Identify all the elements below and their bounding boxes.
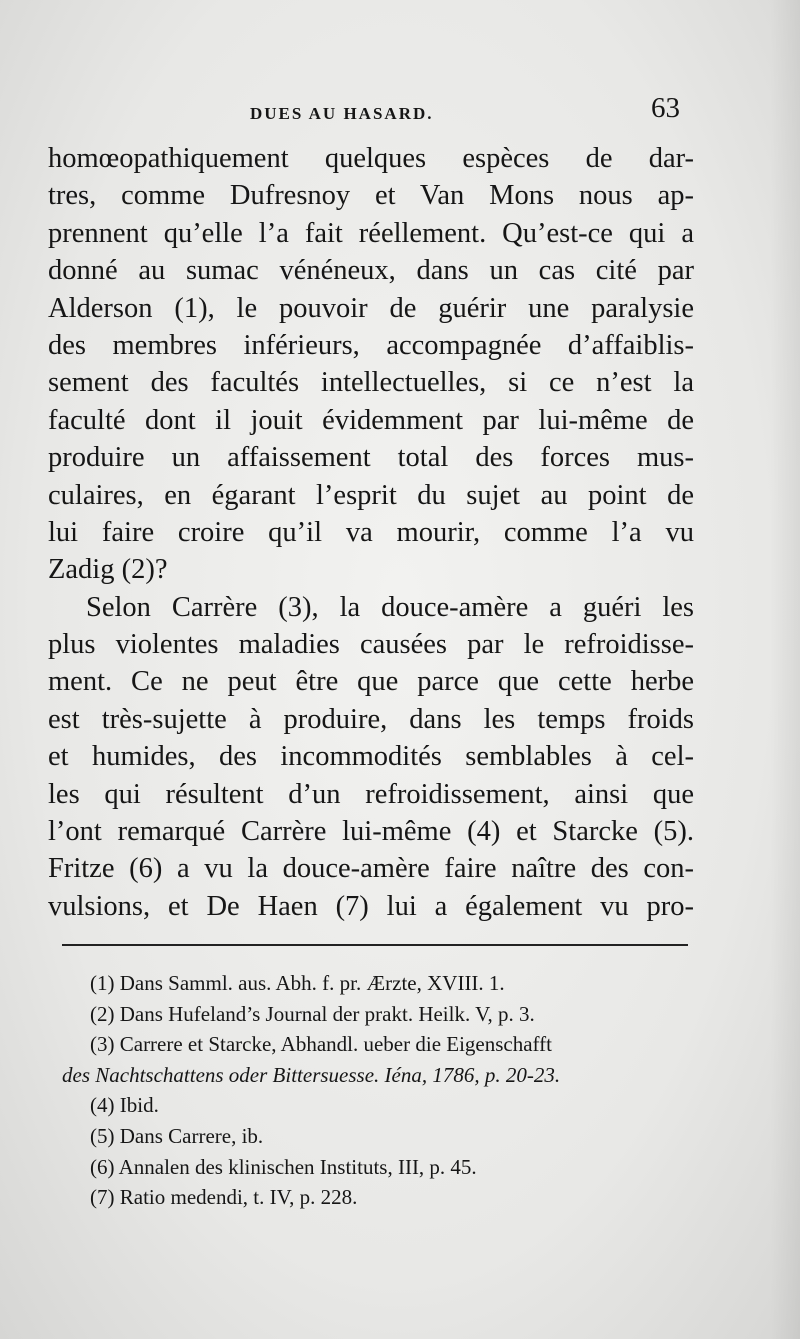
- body-line: Zadig (2)?: [48, 554, 168, 586]
- footnote: (7) Ratio medendi, t. IV, p. 228.: [90, 1185, 358, 1210]
- footnote-divider: [62, 944, 688, 946]
- page-header: [50, 92, 690, 132]
- body-line: lui faire croire qu’il va mourir, comme l’a vu: [48, 516, 694, 548]
- body-line: sement des facultés intellectuelles, si ce n’est la: [48, 367, 694, 399]
- body-line: les qui résultent d’un refroidissement, ainsi que: [48, 778, 694, 810]
- footnote: (3) Carrere et Starcke, Abhandl. ueber die Eigenschafft: [90, 1032, 552, 1057]
- footnote: (5) Dans Carrere, ib.: [90, 1123, 264, 1148]
- footnote: (4) Ibid.: [90, 1093, 159, 1118]
- body-line: culaires, en égarant l’esprit du sujet au point de: [48, 479, 694, 511]
- body-line: l’ont remarqué Carrère lui-même (4) et Starcke (5).: [48, 816, 694, 848]
- body-line: Alderson (1), le pouvoir de guérir une paralysie: [48, 292, 694, 324]
- footnote-continuation: des Nachtschattens oder Bittersuesse. Iéna, 1786, p. 20-23.: [62, 1062, 561, 1087]
- body-line: faculté dont il jouit évidemment par lui-même de: [48, 404, 694, 436]
- running-head: DUES AU HASARD.: [250, 104, 434, 123]
- body-line: produire un affaissement total des forces mus-: [48, 442, 694, 474]
- footnote: (2) Dans Hufeland’s Journal der prakt. Heilk. V, p. 3.: [90, 1001, 535, 1026]
- body-line: homœopathiquement quelques espèces de dar-: [48, 143, 694, 174]
- footnotes: [62, 968, 702, 1213]
- body-line: des membres inférieurs, accompagnée d’affaiblis-: [48, 329, 694, 361]
- body-line: et humides, des incommodités semblables à cel-: [48, 741, 694, 773]
- footnote: (6) Annalen des klinischen Instituts, III, p. 45.: [90, 1154, 477, 1179]
- body-line: est très-sujette à produire, dans les temps froids: [48, 703, 694, 735]
- body-line: tres, comme Dufresnoy et Van Mons nous ap-: [48, 180, 694, 212]
- footnote: (1) Dans Samml. aus. Abh. f. pr. Ærzte, XVIII. 1.: [90, 971, 505, 995]
- body-line: prennent qu’elle l’a fait réellement. Qu’est-ce qui a: [48, 217, 694, 249]
- body-line: Selon Carrère (3), la douce-amère a guéri les: [86, 591, 694, 623]
- body-line: Fritze (6) a vu la douce-amère faire naître des con-: [48, 853, 694, 885]
- body-text: [48, 140, 694, 925]
- body-line: donné au sumac vénéneux, dans un cas cité par: [48, 255, 694, 287]
- body-line: plus violentes maladies causées par le refroidisse-: [48, 629, 694, 661]
- body-line: vulsions, et De Haen (7) lui a également vu pro-: [48, 890, 694, 922]
- body-line: ment. Ce ne peut être que parce que cette herbe: [48, 666, 694, 698]
- page-edge-shadow: [770, 0, 800, 1339]
- page-number: 63: [651, 92, 680, 124]
